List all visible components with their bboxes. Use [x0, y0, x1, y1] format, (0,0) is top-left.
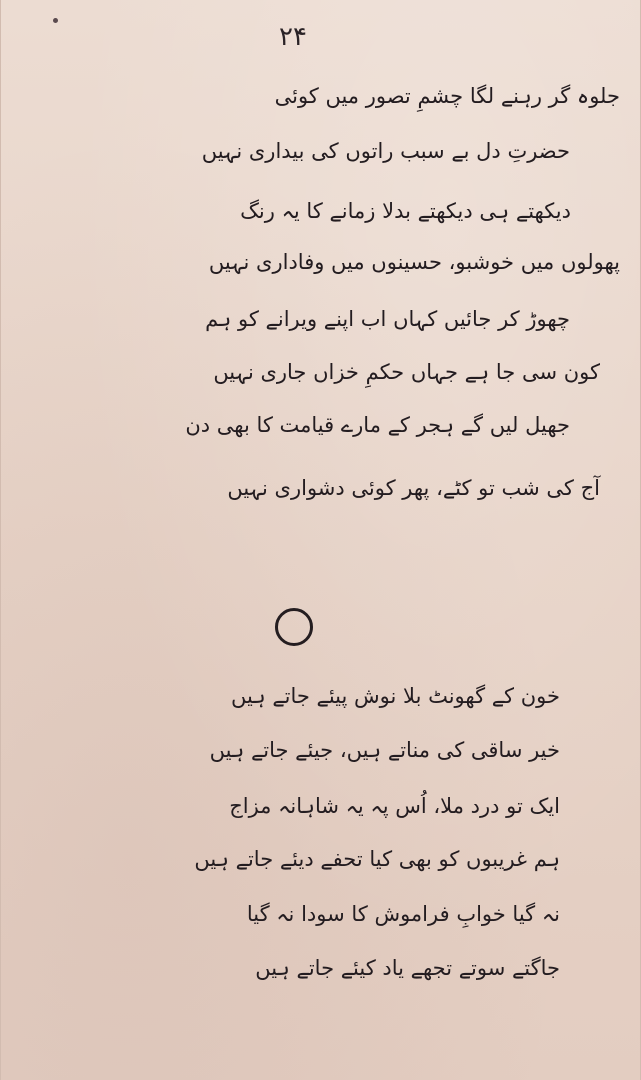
section-divider-circle [275, 608, 313, 646]
verse-line: ایک تو درد ملا، اُس پہ یہ شاہانہ مزاج [229, 794, 560, 818]
verse-line: آج کی شب تو کٹے، پھر کوئی دشواری نہیں [227, 476, 600, 500]
verse-line: چھوڑ کر جائیں کہاں اب اپنے ویرانے کو ہم [205, 307, 570, 331]
verse-line: جاگتے سوتے تجھے یاد کیئے جاتے ہیں [255, 956, 560, 980]
verse-line: جلوہ گر رہنے لگا چشمِ تصور میں کوئی [274, 84, 620, 108]
verse-line: خون کے گھونٹ بلا نوش پیئے جاتے ہیں [231, 684, 560, 708]
verse-line: جھیل لیں گے ہجر کے مارے قیامت کا بھی دن [185, 413, 570, 437]
verse-line: کون سی جا ہے جہاں حکمِ خزاں جاری نہیں [213, 360, 600, 384]
verse-line: حضرتِ دل بے سبب راتوں کی بیداری نہیں [201, 139, 570, 163]
verse-line: پھولوں میں خوشبو، حسینوں میں وفاداری نہیں [208, 250, 620, 274]
ink-speck [53, 18, 58, 23]
verse-line: خیر ساقی کی مناتے ہیں، جیئے جاتے ہیں [209, 738, 560, 762]
verse-line: ہم غریبوں کو بھی کیا تحفے دیئے جاتے ہیں [194, 847, 560, 871]
verse-line: دیکھتے ہی دیکھتے بدلا زمانے کا یہ رنگ [240, 199, 571, 223]
verse-line: نہ گیا خوابِ فراموش کا سودا نہ گیا [246, 902, 560, 926]
page-number: ۲۴ [279, 22, 307, 52]
